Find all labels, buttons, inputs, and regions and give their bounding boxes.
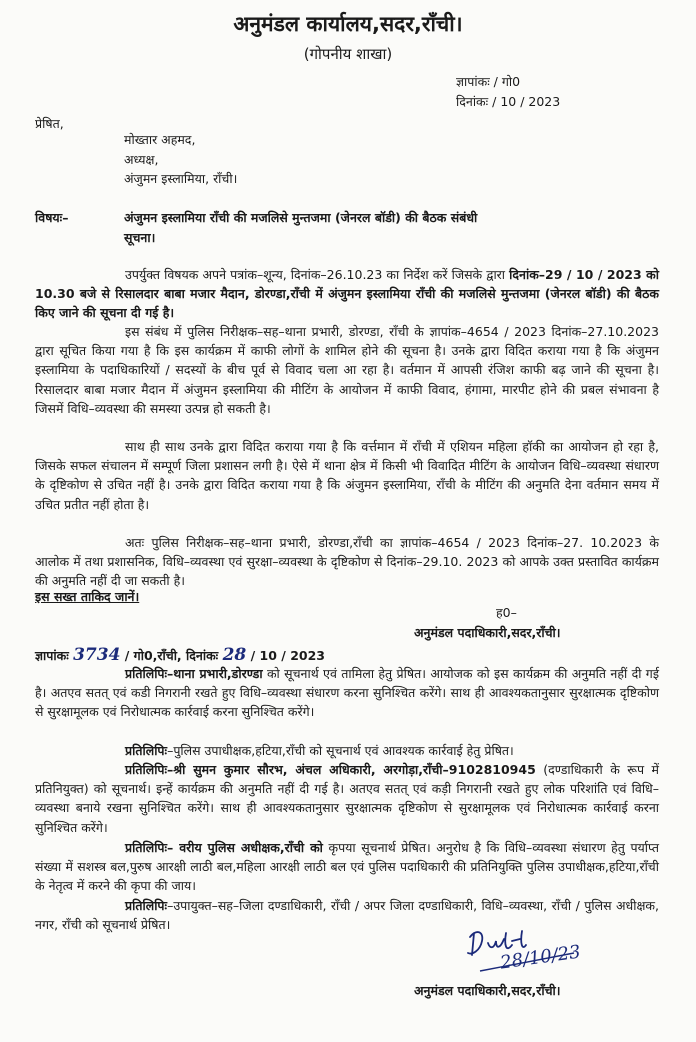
copy-1	[35, 664, 659, 722]
to-label: प्रेषित,	[35, 116, 64, 131]
copy-4-text: कृपया सूचनार्थ प्रेषित। अनुरोध है कि विधि–व्यवस्था संधारण हेतु पर्याप्त संख्या में सशस्त्र बल,पुरुष आरक्षी लाठी बल,महिला आरक्षी लाठी बल एवं पुलिस पदाधिकारी की प्रतिनियुक्ति पुलिस उपाधीक्षक,हटिया,राँची के नेतृत्व में करने की कृपा की जाय।	[35, 840, 660, 894]
subject-label: विषयः–	[35, 210, 69, 225]
memo-number: 3734	[73, 645, 121, 665]
signature-title-2: अनुमंडल पदाधिकारी,सदर,राँची।	[414, 983, 561, 998]
body-paragraph-4: अतः पुलिस निरीक्षक–सह–थाना प्रभारी, डोरण्डा,राँची का ज्ञापांक–4654 / 2023 दिनांक–27. 10.2023 के आलोक में तथा प्रशासनिक, विधि–व्यवस्था एवं सुरक्षा–व्यवस्था के दृष्टिकोण से दिनांक–29.10. 2023 को आपके उक्त प्रस्तावित कार्यक्रम की अनुमति नहीं दी जा सकती है।	[35, 535, 659, 589]
body-p1-bold: दिनांक–29 / 10 / 2023 को 10.30 बजे से रिसालदार बाबा मजार मैदान, डोरण्डा,राँची में अंजुमन इस्लामिया राँची की मजलिसे मुन्तजमा (जेनरल बॉडी) की बैठक किए जाने की सूचना दी गई है।	[35, 267, 659, 321]
memo-label: ज्ञापांकः	[35, 648, 69, 663]
signature-initial: ह0–	[496, 605, 517, 620]
memo-line	[35, 645, 325, 665]
body-paragraph-1	[35, 265, 659, 323]
body-paragraph-3: साथ ही साथ उनके द्वारा विदित कराया गया है कि वर्त्तमान में राँची में एशियन महिला हॉकी का आयोजन हो रहा है, जिसके सफल संचालन में सम्पूर्ण जिला प्रशासन लगी है। ऐसे में थाना क्षेत्र में किसी भी विवादित मीटिंग के आयोजन विधि–व्यवस्था संधारण के दृष्टिकोण से उचित नहीं है। उनके द्वारा विदित कराया गया है कि अंजुमन इस्लामिया, राँची के मीटिंग की अनुमति देना वर्तमान समय में उचित प्रतीत नहीं होता है।	[35, 439, 659, 512]
copy-2-text: –पुलिस उपाधीक्षक,हटिया,राँची को सूचनार्थ एवं आवश्यक कार्रवाई हेतु प्रेषित।	[167, 743, 514, 758]
body-p1-lead: उपर्युक्त विषयक अपने पत्रांक–शून्य, दिनांक–26.10.23 का निर्देश करें जिसके द्वारा	[125, 267, 506, 282]
office-title: अनुमंडल कार्यालय,सदर,राँची।	[233, 12, 463, 36]
copy-3-text: (दण्डाधिकारी के रूप में प्रतिनियुक्त) को सूचनार्थ। इन्हें कार्यक्रम की अनुमति नहीं दी गई है। अतएव सतत् एवं कड़ी निगरानी रखते हुए लोक परिशांति एवं विधि–व्यवस्था बनाये रखना सुनिश्चित करेंगे। साथ ही आवश्यकतानुसार सुरक्षात्मक दृष्टिकोण से सुरक्षामूलक एवं निरोधात्मक कार्रवाई करना सुनिश्चित करेंगे।	[35, 762, 659, 835]
copy-4-label: प्रतिलिपिः– वरीय पुलिस अधीक्षक,राँची को	[125, 840, 323, 855]
subject-line-2: सूचना।	[124, 230, 156, 245]
recipient-name: मोख्तार अहमद,	[124, 132, 196, 147]
copy-1-label: प्रतिलिपिः–थाना प्रभारी,डोरण्डा	[125, 666, 263, 681]
recipient-org: अंजुमन इस्लामिया, राँची।	[124, 171, 238, 186]
handwritten-date: 28/10/23	[498, 941, 582, 974]
copy-1-text: को सूचनार्थ एवं तामिला हेतु प्रेषित। आयोजक को इस कार्यक्रम की अनुमति नहीं दी गई है। अतएव सतत् एवं कडी निगरानी रखते हुए विधि–व्यवस्था संधारण करना सुनिश्चित करेंगे। साथ ही आवश्यकतानुसार सुरक्षात्मक दृष्टिकोण से सुरक्षामूलक एवं निरोधात्मक कार्रवाई करना सुनिश्चित करेंगे।	[35, 666, 659, 720]
copy-2	[35, 741, 659, 760]
signature-title-1: अनुमंडल पदाधिकारी,सदर,राँची।	[414, 625, 561, 640]
memo-day: 28	[222, 645, 247, 665]
copy-2-label: प्रतिलिपिः	[125, 743, 168, 758]
subject-line-1: अंजुमन इस्लामिया राँची की मजलिसे मुन्तजमा (जेनरल बॉडी) की बैठक संबंधी	[124, 210, 478, 225]
copy-5-label: प्रतिलिपिः	[125, 898, 168, 913]
copy-4	[35, 838, 659, 896]
body-paragraph-5: इस सख्त ताकिद जानें।	[35, 589, 140, 604]
copy-3	[35, 760, 659, 837]
office-subtitle: (गोपनीय शाखा)	[303, 45, 393, 63]
copy-3-label: प्रतिलिपिः–श्री सुमन कुमार सौरभ, अंचल अधिकारी, अरगोड़ा,राँची–9102810945	[125, 762, 536, 777]
copy-5-text: –उपायुक्त–सह–जिला दण्डाधिकारी, राँची / अपर जिला दण्डाधिकारी, विधि–व्यवस्था, राँची / पुलिस अधीक्षक, नगर, राँची को सूचनार्थ प्रेषित।	[35, 898, 659, 933]
memo-tail: / 10 / 2023	[250, 648, 325, 663]
ref-date: दिनांकः / 10 / 2023	[456, 94, 561, 109]
memo-middle: / गो0,राँची, दिनांकः	[124, 648, 219, 663]
body-paragraph-2: इस संबंध में पुलिस निरीक्षक–सह–थाना प्रभारी, डोरण्डा, राँची के ज्ञापांक–4654 / 2023 दिनांक–27.10.2023 द्वारा सूचित किया गया है कि इस कार्यक्रम में काफी लोगों के शामिल होने की सूचना है। उनके द्वारा विदित कराया गया है कि अंजुमन इस्लामिया के पदाधिकारियों / सदस्यों के बीच पूर्व से विवाद चला आ रहा है। वर्तमान में आपसी रंजिश काफी बढ़ जाने की सूचना है। रिसालदार बाबा मजार मैदान में अंजुमन इस्लामिया की मीटिंग के आयोजन में काफी विवाद, हंगामा, मारपीट होने की प्रबल संभावना है जिसमें विधि–व्यवस्था की समस्या उत्पन्न हो सकती है।	[35, 324, 659, 416]
ref-number: ज्ञापांकः / गो0	[456, 74, 521, 89]
recipient-designation: अध्यक्ष,	[124, 152, 159, 167]
